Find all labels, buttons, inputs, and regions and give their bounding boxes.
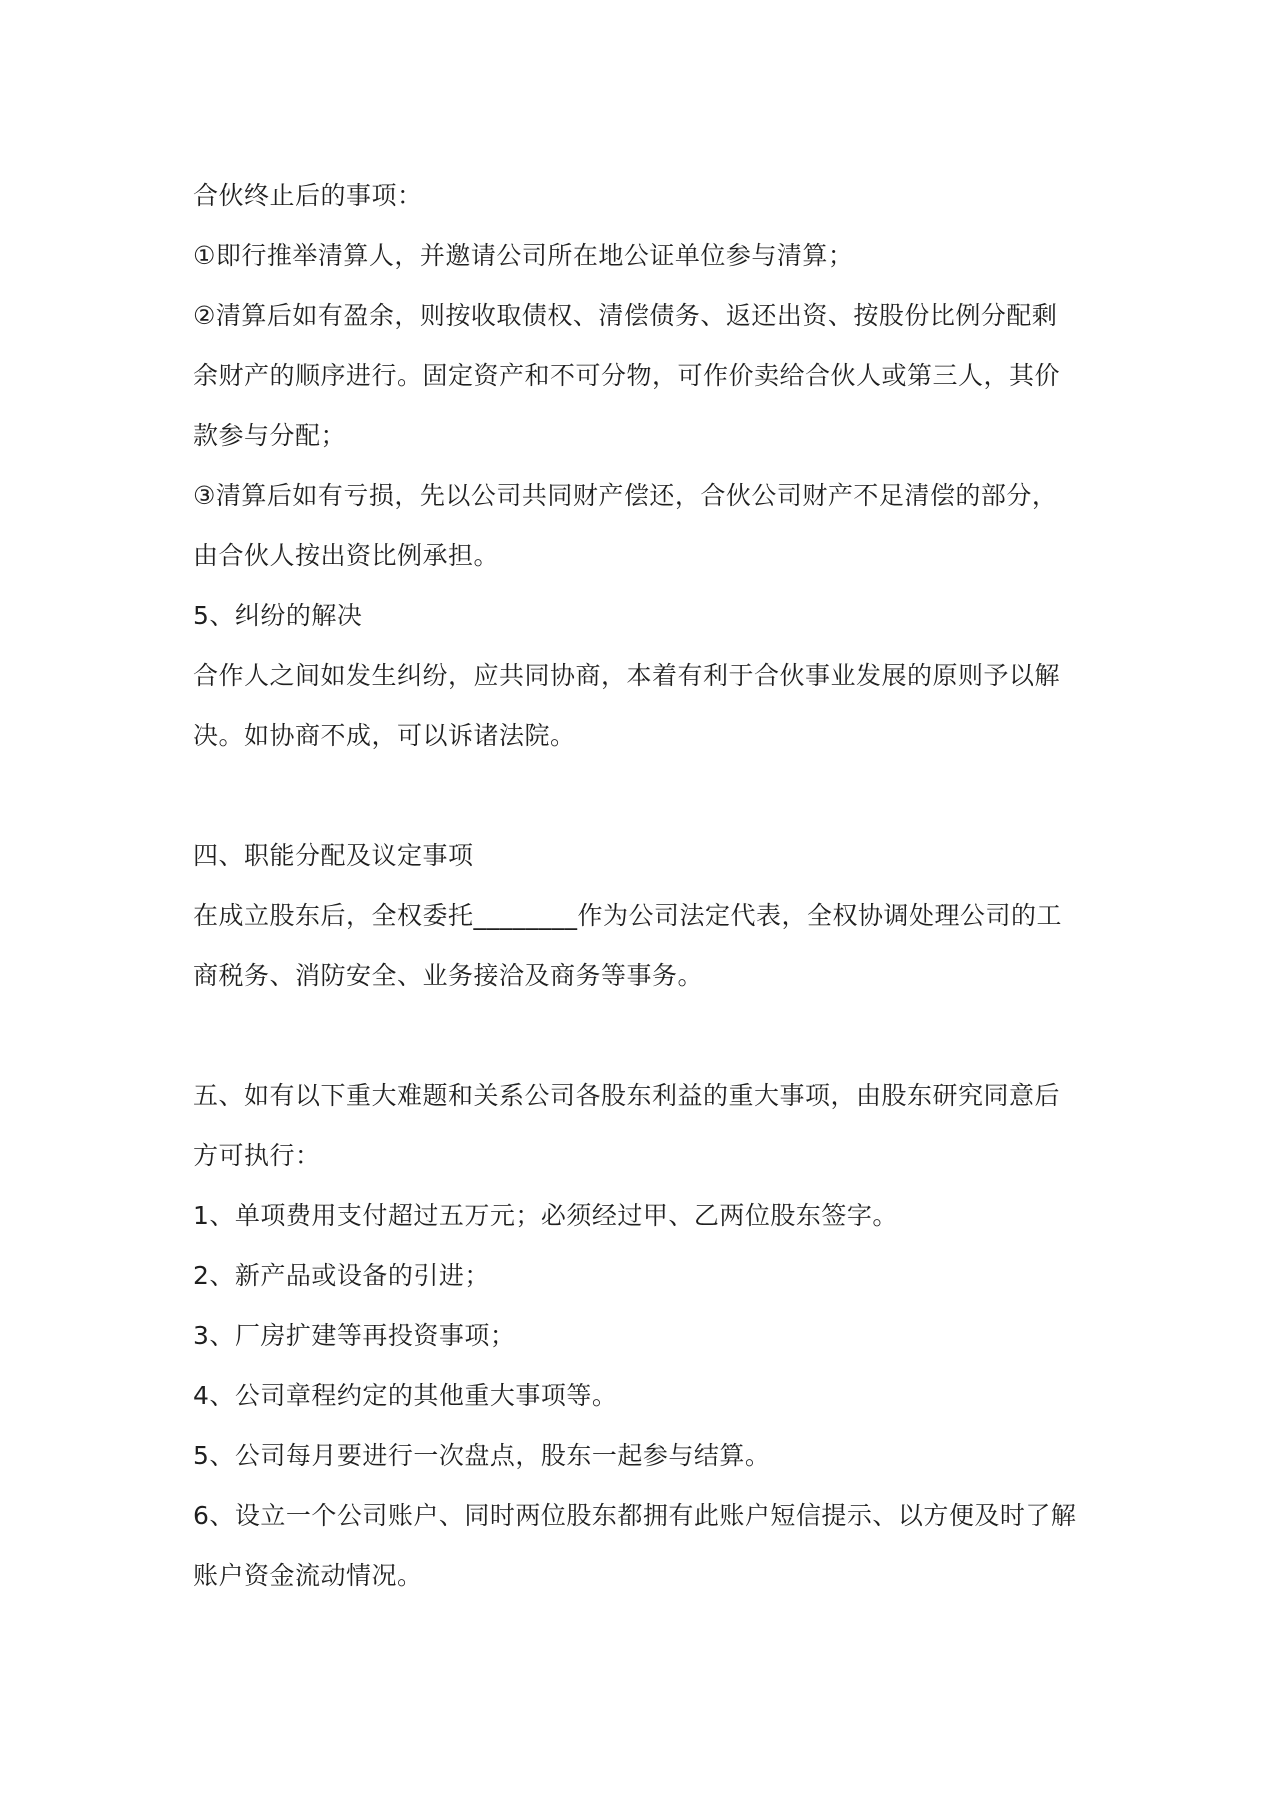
list-item: 1、单项费用支付超过五万元；必须经过甲、乙两位股东签字。: [193, 1201, 898, 1230]
paragraph-line: ②清算后如有盈余，则按收取债权、清偿债务、返还出资、按股份比例分配剩: [193, 301, 1058, 330]
blank-line: [193, 1006, 1093, 1066]
paragraph-line: 在成立股东后，全权委托________作为公司法定代表，全权协调处理公司的工: [193, 901, 1063, 930]
paragraph-line: 余财产的顺序进行。固定资产和不可分物，可作价卖给合伙人或第三人，其价: [193, 361, 1061, 390]
list-item: 4、公司章程约定的其他重大事项等。: [193, 1381, 618, 1410]
paragraph-line: 商税务、消防安全、业务接洽及商务等事务。: [193, 961, 704, 990]
document-body: [193, 166, 1093, 1606]
section-heading: 四、职能分配及议定事项: [193, 841, 474, 870]
paragraph-line: 方可执行：: [193, 1141, 321, 1170]
paragraph-line: 由合伙人按出资比例承担。: [193, 541, 500, 570]
blank-line: [193, 766, 1093, 826]
list-item: 6、设立一个公司账户、同时两位股东都拥有此账户短信提示、以方便及时了解: [193, 1501, 1077, 1530]
list-item: 2、新产品或设备的引进；: [193, 1261, 490, 1290]
section-heading: 5、纠纷的解决: [193, 601, 363, 630]
paragraph-line: 决。如协商不成，可以诉诸法院。: [193, 721, 576, 750]
paragraph-line: 合作人之间如发生纠纷，应共同协商，本着有利于合伙事业发展的原则予以解: [193, 661, 1061, 690]
paragraph-line: 合伙终止后的事项：: [193, 181, 423, 210]
section-heading: 五、如有以下重大难题和关系公司各股东利益的重大事项，由股东研究同意后: [193, 1081, 1061, 1110]
paragraph-line: 账户资金流动情况。: [193, 1561, 423, 1590]
paragraph-line: 款参与分配；: [193, 421, 347, 450]
paragraph-line: ③清算后如有亏损，先以公司共同财产偿还，合伙公司财产不足清偿的部分，: [193, 481, 1058, 510]
list-item: 3、厂房扩建等再投资事项；: [193, 1321, 516, 1350]
list-item: 5、公司每月要进行一次盘点，股东一起参与结算。: [193, 1441, 771, 1470]
paragraph-line: ①即行推举清算人，并邀请公司所在地公证单位参与清算；: [193, 241, 854, 270]
